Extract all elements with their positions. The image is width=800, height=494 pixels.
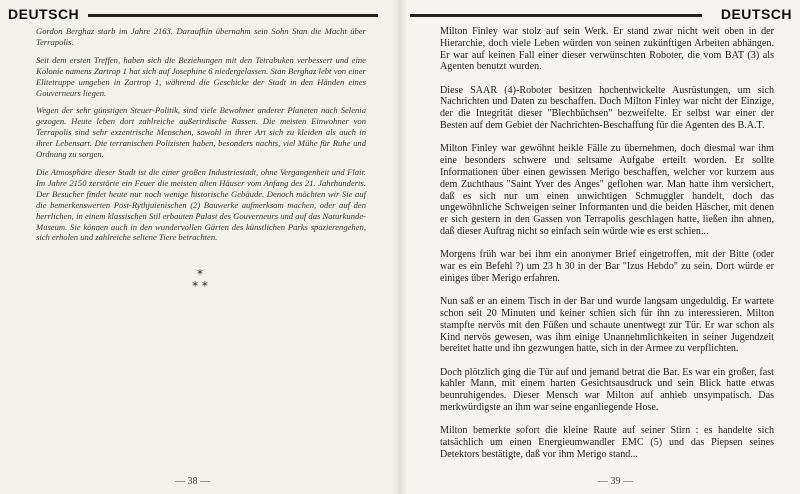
- book-gutter: [392, 0, 408, 494]
- left-paragraph: Seit dem ersten Treffen, haben sich die Beziehungen mit den Tetrabuken verbessert und eine Kolonie namens Zartrop 1 hat sich auf Josephine 6 niedergelassen. Stan Berghaz lebt von einer Elitetruppe umgeben in Zartrop 1, während die Geschicke der Stadt in den Händen eines Gouverneurs liegen.: [36, 54, 366, 98]
- right-page-header-title: DEUTSCH: [720, 6, 792, 22]
- right-page-text: [440, 26, 774, 472]
- right-header-rule: [410, 14, 702, 17]
- asterism-top: *: [197, 267, 203, 281]
- left-paragraph: Die Atmosphäre dieser Stadt ist die einer großen Industriestadt, ohne Vergangenheit und Flair. Im Jahre 2150 zerstörte ein Feuer die meisten alten Häuser vom Anfang des 21. Jahrhunderts. Der Besucher findet heute nur noch wenige historische Gebäude. Denoch möchten wir Sie auf die bemerkenswerten Post-Rythjuienischen (2) Bauwerke aufmerksam machen, oder auf den herrlichen, in einem klassischen Stil erbauten Palast des Gouverneurs und auf das Naturkunde-Museum. Sie können auch in den wundervollen Gärten des künstlichen Parks spazierengehen, sich erholen und zahlreiche seltene Tiere betrachten.: [36, 166, 366, 243]
- right-paragraph: Milton Finley war gewöhnt heikle Fälle zu übernehmen, doch diesmal war ihm eine besonders schwere und seltsame Aufgabe erteilt worden. Er sollte Informationen über einen gewissen Merigo beschaffen, welcher vor kurzem aus dem Zuchthaus "Saint Yver des Anges" geflohen war. Man hatte ihm versichert, daß es sich nur um einen unwichtigen Schmuggler handelt, doch das ungewöhnliche Schweigen seiner Informanten und die beiden Häscher, mit denen er sich gestern in den Gassen von Terrapolis geschlagen hatte, ließen ihn ahnen, daß dieser Auftrag nicht so einfach sein würde wie es erst schien...: [440, 143, 774, 237]
- right-paragraph: Milton bemerkte sofort die kleine Raute auf seiner Stirn : es handelte sich tatsächlich um einen Energieumwandler EMC (5) und das Piepsen seines Detektors bestätigte, daß vor ihm Merigo stand...: [440, 425, 774, 460]
- left-page-number: — 38 —: [175, 476, 210, 487]
- right-page: [400, 0, 800, 494]
- left-paragraph: Gordon Berghaz starb im Jahre 2163. Daraufhin übernahm sein Sohn Stan die Macht über Terrapolis.: [36, 26, 366, 47]
- right-paragraph: Diese SAAR (4)-Roboter besitzen hochentwickelte Ausrüstungen, um sich Nachrichten und Daten zu beschaffen. Doch Milton Finley war nicht der Einzige, der die Integrität dieser "Blechbüchsen" bezweifelte. Er selbst war einer der Besten auf dem Gebiet der Nachrichten-Beschaffung für die Agenten des B.A.T.: [440, 84, 774, 132]
- left-page-text: [36, 26, 366, 250]
- asterism-bottom: * *: [192, 279, 208, 293]
- left-page-header-title: DEUTSCH: [8, 6, 80, 22]
- right-page-header: [410, 6, 792, 24]
- asterism-ornament: [180, 268, 220, 292]
- right-page-number: — 39 —: [598, 476, 633, 487]
- right-paragraph: Nun saß er an einem Tisch in der Bar und wurde langsam ungeduldig. Er wartete schon seit 20 Minuten und keiner schien sich für ihn zu interessieren. Milton stampfte nervös mit den Füßen und schaute unentwegt zur Tür. Er war schon als Kind nervös gewesen, was ihm einige Unannehmlichkeiten in seiner Jugendzeit bereitet hatte und ihn gezwungen hatte, sich in der Armee zu verpflichten.: [440, 296, 774, 355]
- right-paragraph: Doch plötzlich ging die Tür auf und jemand betrat die Bar. Es war ein großer, fast kahler Mann, mit einem harten Gesichtsausdruck und sein Blick hatte etwas beunruhigendes. Dieser Mensch war Milton auf anhieb unsympatisch. Das merkwürdigste an ihm war seine enganliegende Hose.: [440, 366, 774, 414]
- right-paragraph: Milton Finley war stolz auf sein Werk. Er stand zwar nicht weit oben in der Hierarchie, doch viele Leben würden von seinen zukünftigen Arbeiten abhängen. Er war auf keinen Fall einer dieser verwünschten Roboter, die vom BAT (3) als Agenten benutzt wurden.: [440, 26, 774, 73]
- left-header-rule: [88, 14, 378, 17]
- right-paragraph: Morgens früh war bei ihm ein anonymer Brief eingetroffen, mit der Bitte (oder war es ein Befehl ?) um 23 h 30 in der Bar "Izus Hebdo" zu sein. Dort würde er einiges über Merigo erfahren.: [440, 249, 774, 284]
- left-page-header: [8, 6, 378, 24]
- left-paragraph: Wegen der sehr günstigen Steuer-Politik, sind viele Bewohner anderer Planeten nach Selenia gezogen. Heute leben dort zahlreiche außerirdische Rassen. Die meisten Einwohner von Terrapolis sind sehr exzentrische Menschen, sowohl in ihrer Art sich zu kleiden als auch in ihrer Lebensart. Die terranischen Polizisten haben, besonders nachts, viel Mühe für Ruhe und Ordnung zu sorgen.: [36, 105, 366, 160]
